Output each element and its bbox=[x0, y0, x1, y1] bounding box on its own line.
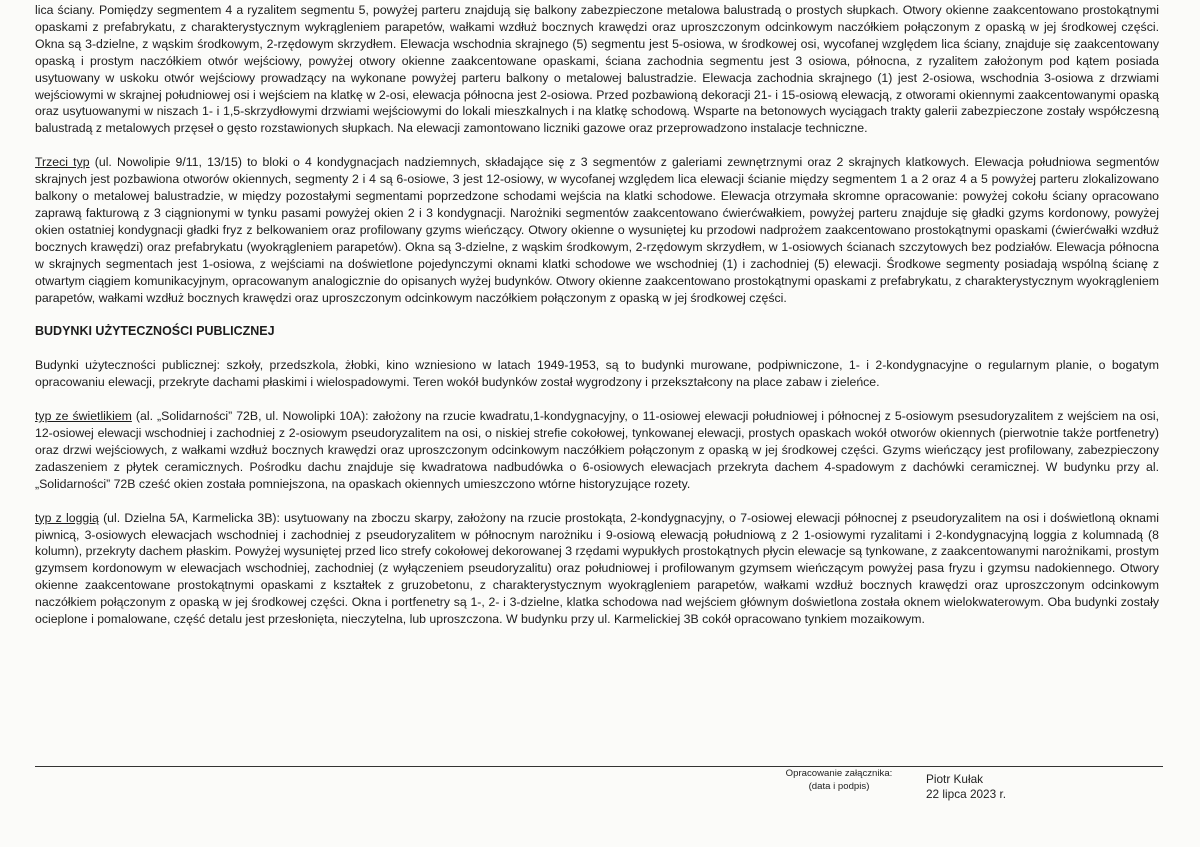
footer-divider bbox=[35, 766, 1163, 767]
skylight-type-text: (al. „Solidarności” 72B, ul. Nowolipki 10A): założony na rzucie kwadratu,1-kondygnacyjny, o 11-osiowej elewacji południowej i północnej z 5-osiowym psesudoryzalitem z wejściem na osi, 12-osiowej elewacji wschodniej i zachodniej z 2-osiowym pseudoryzalitem na osi, o niskiej strefie cokołowej, tynkowanej elewacji, prostych opaskach wokół otworów okiennych (pierwotnie także portfenetry) oraz drzwi wejściowych, z wałkami wzdłuż bocznych krawędzi oraz uproszczonym odcinkowym naczółkiem połączonym z opaską w jej środkowej części. Gzyms wieńczący jest profilowany, zabezpieczony zadaszeniem z płytek ceramicznych. Pośrodku dachu znajduje się kwadratowa nadbudówka o 6-osiowych elewacjach przekryta dachem 4-spadowym z dachówki ceramicznej. W budynku przy al. „Solidarności” 72B cześć okien została pomniejszona, na opaskach okiennych umieszczono wtórne historyzujące rozety. bbox=[35, 409, 1159, 491]
paragraph-third-type bbox=[35, 154, 1159, 306]
third-type-label: Trzeci typ bbox=[35, 155, 90, 170]
skylight-type-label: typ ze świetlikiem bbox=[35, 409, 132, 424]
footer-caption bbox=[760, 768, 918, 793]
loggia-type-text: (ul. Dzielna 5A, Karmelicka 3B): usytuowany na zboczu skarpy, założony na rzucie prostokąta, 2-kondygnacyjny, o 7-osiowej elewacji północnej z pseudoryzalitem na osi i doświetloną oknami piwnicą, 3-osiowych elewacjach wschodniej i zachodniej z pseudoryzalitem w północnym narożniku i 9-osiową elewacją południową z 2 1-osiowymi ryzalitami i 2-kondygnacyjną loggia z kolumnadą (8 kolumn), przekryty dachem płaskim. Powyżej wysuniętej przed lico strefy cokołowej dekorowanej 3 rzędami wypukłych prostokątnych płycin elewacje są tynkowane, z zaakcentowanymi narożnikami, prostym gzymsem kordonowym w elewacjach wschodniej, zachodniej (z wyłączeniem pseudoryzalitu) oraz południowej i profilowanym gzymsem wieńczącym powyżej pasa fryzu i gzymsu nadokiennego. Otwory okienne zaakcentowane prostokątnymi opaskami z kształtek z gruzobetonu, z charakterystycznym wyokrągleniem parapetów, wałkami wzdłuż bocznych krawędzi oraz uproszczonym odcinkowym naczółkiem połączonym z opaską w jej środkowej części. Okna i portfenetry są 1-, 2- i 3-dzielne, klatka schodowa nad wejściem głównym doświetlona została oknem wielokwaterowym. Oba budynki zostały ocieplone i pomalowane, część detalu jest przesłonięta, nieczytelna, lub uproszczona. W budynku przy ul. Karmelickiej 3B cokół opracowano tynkiem mozaikowym. bbox=[35, 510, 1159, 627]
paragraph-skylight-type bbox=[35, 408, 1159, 493]
paragraph-continued: lica ściany. Pomiędzy segmentem 4 a ryzalitem segmentu 5, powyżej parteru znajdują się balkony zabezpieczone metalowa balustradą o prostych słupkach. Otwory okienne zaakcentowano prostokątnymi opaskami z prefabrykatu, z charakterystycznym wykrągleniem parapetów, wałkami wzdłuż bocznych krawędzi oraz uproszczonym odcinkowym naczółkiem połączonym z opaską w jej środkowej części. Okna są 3-dzielne, z wąskim środkowym, 2-rzędowym skrzydłem. Elewacja wschodnia skrajnego (5) segmentu jest 5-osiowa, w środkowej osi, wycofanej względem lica ściany, znajduje się zaakcentowany opaską i prostym naczółkiem otwór wejściowy, powyżej otwory okienne zaakcentowane opaskami, ściana zachodnia segmentu jest 3 osiowa, północna, z ryzalitem założonym pod kątem posiada usytuowany w uskoku otwór wejściowy prowadzący na wykonane powyżej parteru balkony o metalowej balustradzie. Elewacja zachodnia skrajnego (1) jest 2-osiowa, wschodnia 3-osiowa z drzwiami wejściowymi w skrajnej południowej osi i wejściem na klatkę w 2-osi, elewacja północna jest 2-osiowa. Przed pozbawioną dekoracji 21- i 15-osiową elewacją, z otworami okiennymi zaakcentowanymi opaską oraz usytuowanymi w niszach 1- i 1,5-skrzydłowymi drzwiami wejściowymi do lokali mieszkalnych i na klatkę schodową. Wsparte na betonowych wyciągach trakty galerii zabezpieczone zostały współczesną balustradą z metalowych przęseł o gęsto rozstawionych słupkach. Na elewacji zamontowano liczniki gazowe oraz przeprowadzono instalacje techniczne. bbox=[35, 3, 1159, 136]
paragraph-public-buildings: Budynki użyteczności publicznej: szkoły, przedszkola, żłobki, kino wzniesiono w latach 1949-1953, są to budynki murowane, podpiwniczone, 1- i 2-kondygnacyjne o regularnym planie, o bogatym opracowaniu elewacji, przekryte dachami płaskimi i wielospadowymi. Teren wokół budynków został wygrodzony i przekształcony na place zabaw i zieleńce. bbox=[35, 358, 1159, 390]
paragraph-loggia-type bbox=[35, 510, 1159, 628]
footer-signature bbox=[926, 772, 1006, 801]
third-type-text: (ul. Nowolipie 9/11, 13/15) to bloki o 4 kondygnacjach nadziemnych, składające się z 3 segmentów z galeriami zewnętrznymi oraz 2 skrajnych klatkowych. Elewacja południowa segmentów skrajnych jest pozbawiona otworów okiennych, segmenty 2 i 4 są 6-osiowe, 3 jest 12-osiowy, w wycofanej względem lica elewacji ścianie między segmentem 1 a 2 oraz 4 a 5 powyżej parteru zlokalizowano balkony o metalowej balustradzie, w między pozostałymi segmentami poprzedzone schodami wejścia na klatki schodowe. Elewacja otrzymała skromne opracowanie: powyżej cokołu ściany opracowano zaprawą fakturową z 3 ciągnionymi w tynku pasami powyżej okien 2 i 3 kondygnacji. Narożniki segmentów zaakcentowano ćwierćwałkiem, powyżej parteru znajduje się gładki gzyms kordonowy, powyżej okien ostatniej kondygnacji gładki fryz z belkowaniem oraz profilowany gzyms wieńczący. Otwory okienne o wysuniętej ku przodowi nadprożem zaakcentowano prostokątnymi opaskami (ćwierćwałki wzdłuż bocznych krawędzi) oraz prefabrykatu (wyokrągleniem parapetów). Okna są 3-dzielne, z wąskim środkowym, 2-rzędowym skrzydłem, w 1-osiowych ścianach szczytowych bez podziałów. Elewacja północna w skrajnych segmentach jest 1-osiowa, z wejściami na doświetlone pojedynczymi oknami klatki schodowe we wschodniej (1) i zachodniej (5) elewacji. Środkowe segmenty posiadają wspólną ścianę z otwartym ciągiem komunikacyjnym, opracowanym analogicznie do opisanych wyżej budynków. Otwory okienne zaakcentowano prostokątnymi opaskami z prefabrykatu, z charakterystycznym wyokrągleniem parapetów, wałkami wzdłuż bocznych krawędzi oraz uproszczonym odcinkowym naczółkiem połączonym z opaską w jej środkowej części. bbox=[35, 155, 1159, 305]
document-body bbox=[35, 2, 1159, 628]
author-name: Piotr Kułak bbox=[926, 772, 984, 786]
signature-date: 22 lipca 2023 r. bbox=[926, 786, 1007, 801]
footer-caption-label: Opracowanie załącznika: bbox=[785, 768, 893, 779]
loggia-type-label: typ z loggią bbox=[35, 510, 99, 525]
footer-caption-hint: (data i podpis) bbox=[808, 780, 870, 792]
section-heading: BUDYNKI UŻYTECZNOŚCI PUBLICZNEJ bbox=[35, 324, 275, 339]
